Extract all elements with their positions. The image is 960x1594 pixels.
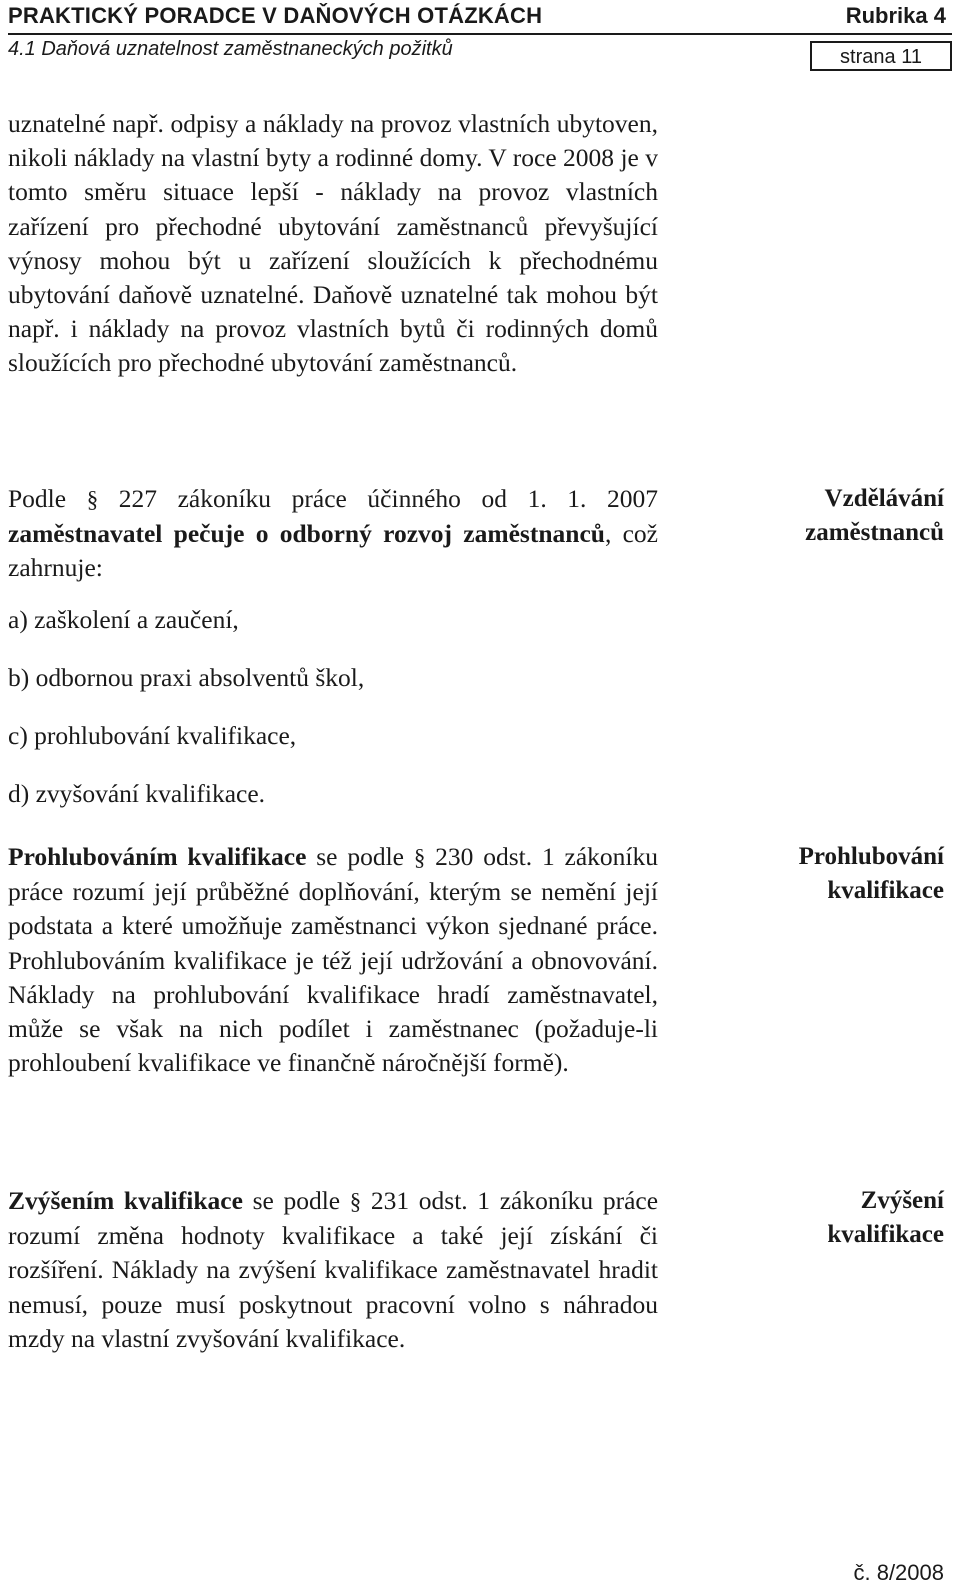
paragraph-symbol: § [413,845,426,870]
header-rule [8,33,952,35]
vzdelavani-paragraph [8,482,658,586]
side-heading-line: zaměstnanců [805,519,944,547]
side-heading-line: kvalifikace [827,877,944,905]
list-item: c) prohlubování kvalifikace, [8,721,297,750]
zvyseni-text: 231 odst. 1 zákoníku práce rozumí změna hodnoty kvalifikace a také její získání či rozšíření. Náklady na zvýšení kvalifikace zaměstnavatel hradit nemusí, pouze musí poskytnout pracovní volno s náhradou mzdy na vlastní zvyšování kvalifikace. [8,1186,659,1353]
list-item: b) odbornou praxi absolventů škol, [8,663,365,692]
side-heading-zvyseni [704,1184,944,1252]
paragraph-symbol: § [86,487,99,512]
zvyseni-bold-lead: Zvýšením kvalifikace [8,1186,243,1215]
publication-title: PRAKTICKÝ PORADCE V DAŇOVÝCH OTÁZKÁCH [8,3,543,28]
prohlubovani-mid: se podle [316,842,404,871]
side-heading-line: Prohlubování [798,843,944,870]
rubrika-label: Rubrika 4 [845,3,946,28]
prohlubovani-paragraph [8,840,658,1080]
side-heading-line: kvalifikace [827,1221,944,1249]
section-title: 4.1 Daňová uznatelnost zaměstnaneckých požitků [8,38,453,60]
side-heading-vzdelavani [704,482,944,550]
zvyseni-paragraph [8,1184,658,1356]
page-number-box: strana 11 [810,41,952,71]
side-heading-line: Vzdělávání [824,485,944,512]
vzdelavani-bold-text: zaměstnavatel pečuje o odborný rozvoj zaměstnanců [8,519,605,549]
issue-number: č. 8/2008 [853,1560,944,1585]
vzdelavani-lead-rest: 227 zákoníku práce účinného od 1. 1. 2007 [118,484,659,513]
paragraph-symbol: § [349,1189,362,1214]
side-heading-prohlubovani [704,840,944,908]
list-item: a) zaškolení a zaučení, [8,605,239,634]
side-heading-line: Zvýšení [860,1187,944,1214]
intro-paragraph [8,107,658,381]
vzdelavani-tail: , což zahrnuje: [8,519,658,583]
zvyseni-mid: se podle [252,1186,341,1215]
prohlubovani-bold-lead: Prohlubováním kvalifikace [8,842,307,871]
vzdelavani-lead: Podle [8,484,67,513]
intro-text: uznatelné např. odpisy a náklady na provoz vlastních ubytoven, nikoli náklady na vlastní byty a rodinné domy. V roce 2008 je v tomto směru situace lepší - náklady na provoz vlastních zařízení pro přechodné ubytování zaměstnanců převyšující výnosy mohou být u zařízení sloužících k přechodnému ubytování daňově uznatelné. Daňově uznatelné tak mohou být např. i náklady na provoz vlastních bytů či rodinných domů sloužících pro přechodné ubytování zaměstnanců. [8,109,658,378]
prohlubovani-text: 230 odst. 1 zákoníku práce rozumí její průběžné doplňování, kterým se nemění její podstata a které umožňuje zaměstnanci výkon sjednané práce. Prohlubováním kvalifikace je též její udržování a obnovování. Náklady na prohlubování kvalifikace hradí zaměstnavatel, může se však na nich podílet i zaměstnanec (požaduje-li prohloubení kvalifikace ve finančně náročnější formě). [8,842,659,1078]
list-item: d) zvyšování kvalifikace. [8,779,266,808]
page-header [8,0,952,76]
